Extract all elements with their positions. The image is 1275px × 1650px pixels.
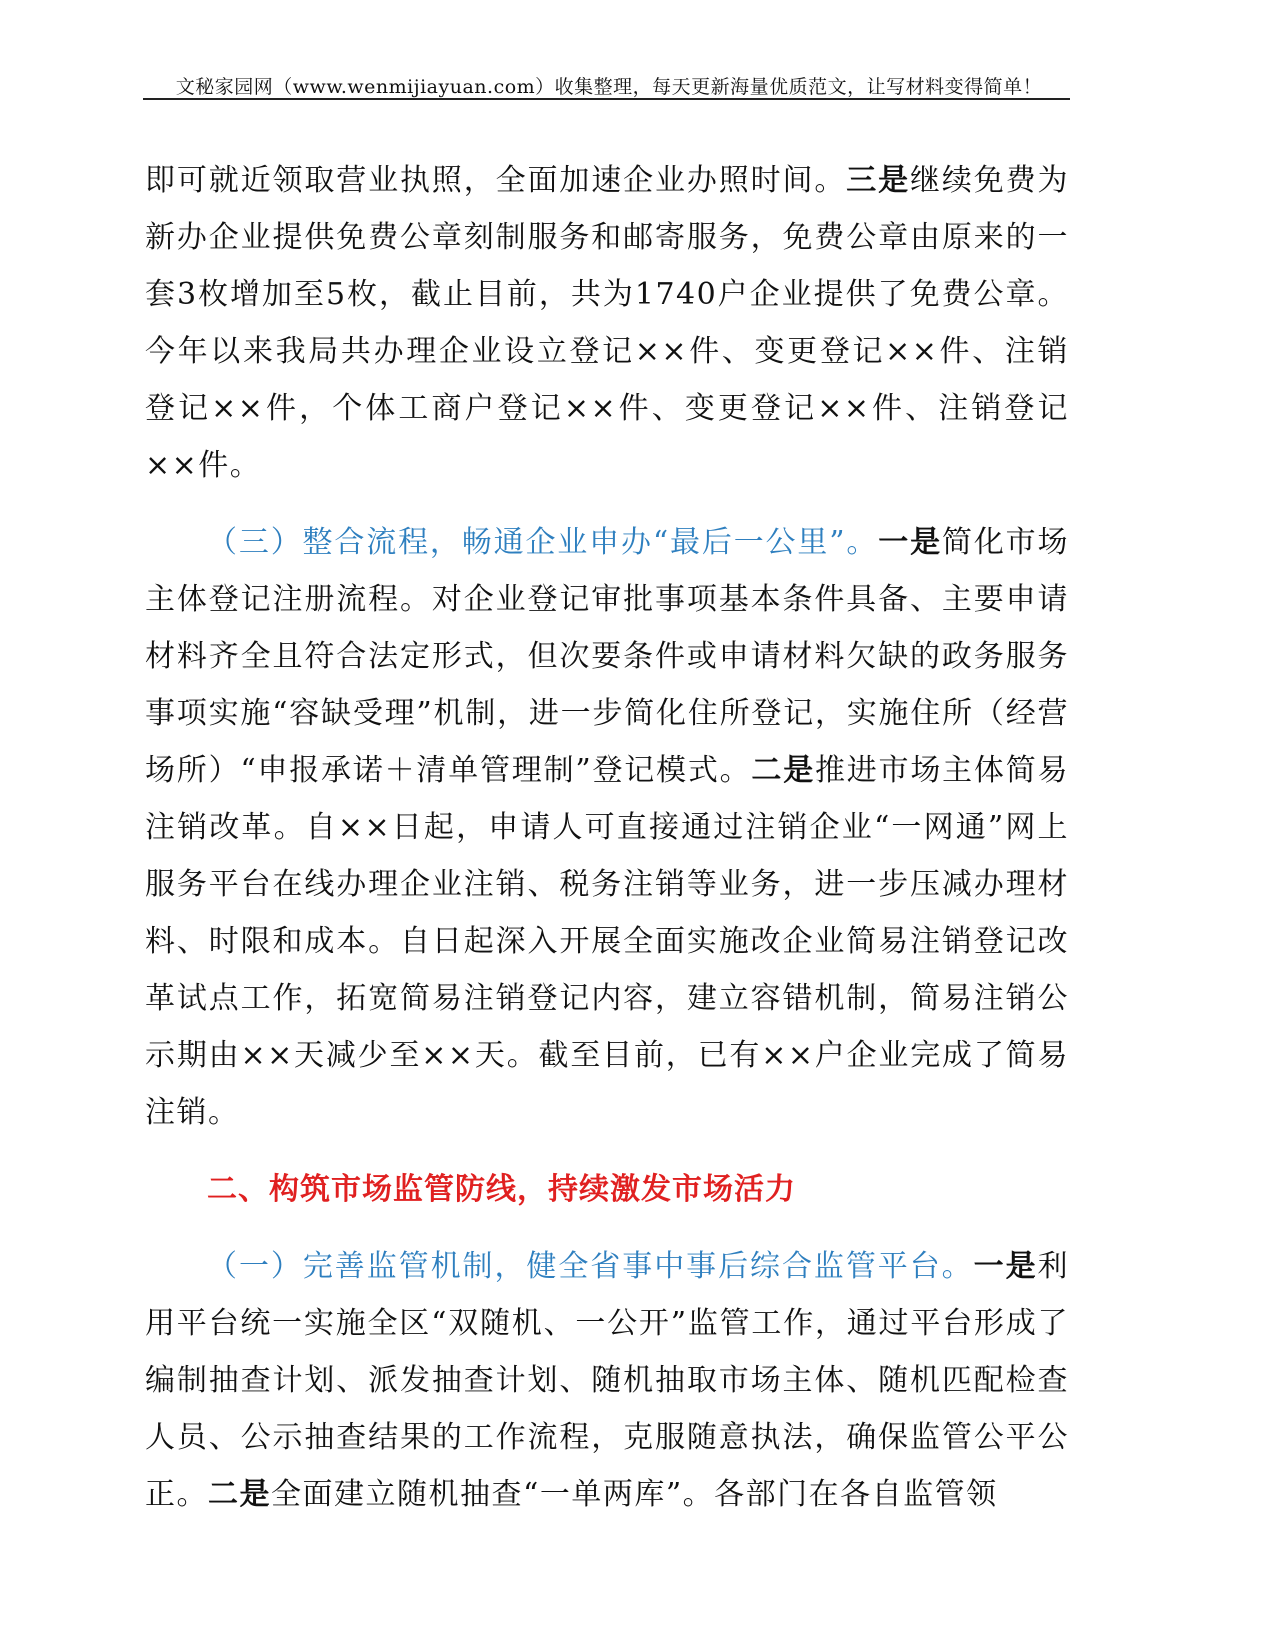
subheading-three: （三）整合流程，畅通企业申办“最后一公里”。 (207, 525, 879, 560)
paragraph-3-text-a: 利用平台统一实施全区“双随机、一公开”监管工作，通过平台形成了编制抽查计划、派发抽查计划、随机抽取市场主体、随机匹配检查人员、公示抽查结果的工作流程，克服随意执法，确保监管公平公正。 (145, 1249, 1070, 1512)
paragraph-2-text-a: 简化市场主体登记注册流程。对企业登记审批事项基本条件具备、主要申请材料齐全且符合法定形式，但次要条件或申请材料欠缺的政务服务事项实施“容缺受理”机制，进一步简化住所登记，实施住所（经营场所）“申报承诺＋清单管理制”登记模式。 (145, 525, 1070, 788)
paragraph-1-text-a: 即可就近领取营业执照，全面加速企业办照时间。 (145, 163, 847, 198)
document-body (145, 152, 1069, 1523)
header-divider (143, 98, 1070, 100)
paragraph-2-text-b: 推进市场主体简易注销改革。自××日起，申请人可直接通过注销企业“一网通”网上服务平台在线办理企业注销、税务注销等业务，进一步压减办理材料、时限和成本。自日起深入开展全面实施改企业简易注销登记改革试点工作，拓宽简易注销登记内容，建立容错机制，简易注销公示期由××天减少至××天。截至目前，已有××户企业完成了简易注销。 (145, 753, 1069, 1130)
paragraph-3-bold-a: 一是 (973, 1249, 1038, 1284)
paragraph-1-bold-a: 三是 (846, 163, 910, 198)
page-header: 文秘家园网（www.wenmijiayuan.com）收集整理，每天更新海量优质范文，让写材料变得简单！ (175, 76, 1043, 98)
paragraph-2 (145, 514, 1069, 1141)
paragraph-1 (145, 152, 1069, 494)
paragraph-3-bold-b: 二是 (208, 1477, 271, 1512)
paragraph-1-text-b: 继续免费为新办企业提供免费公章刻制服务和邮寄服务，免费公章由原来的一套3枚增加至5枚，截止目前，共为1740户企业提供了免费公章。今年以来我局共办理企业设立登记××件、变更登记××件、注销登记××件，个体工商户登记××件、变更登记××件、注销登记××件。 (145, 163, 1069, 483)
paragraph-2-bold-a: 一是 (878, 525, 942, 560)
paragraph-3-text-b: 全面建立随机抽查“一单两库”。各部门在各自监管领 (271, 1477, 998, 1512)
section-2-heading: 二、构筑市场监管防线，持续激发市场活力 (207, 1172, 796, 1207)
paragraph-3 (145, 1238, 1069, 1523)
subheading-one: （一）完善监管机制，健全省事中事后综合监管平台。 (207, 1249, 974, 1284)
paragraph-2-bold-b: 二是 (751, 753, 815, 788)
section-2-heading-line (145, 1161, 1069, 1218)
